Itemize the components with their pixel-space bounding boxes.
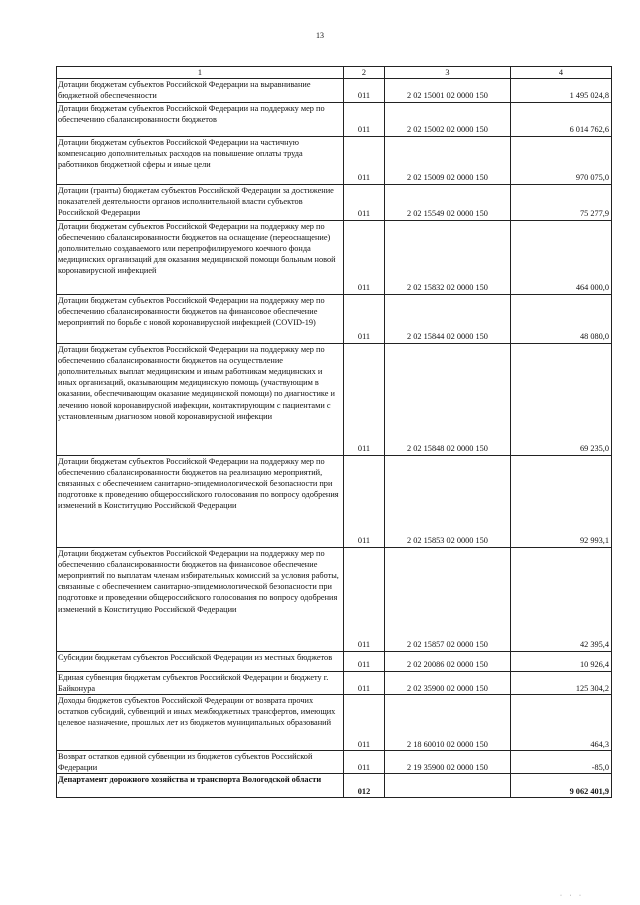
row-admin-code: 011: [344, 671, 385, 694]
row-description: Единая субвенция бюджетам субъектов Российской Федерации и бюджету г. Байконура: [57, 671, 344, 694]
row-budget-code: 2 02 15857 02 0000 150: [385, 547, 511, 651]
row-amount: 1 495 024,8: [511, 79, 612, 102]
row-budget-code: 2 02 15001 02 0000 150: [385, 79, 511, 102]
row-budget-code: 2 02 20086 02 0000 150: [385, 651, 511, 671]
row-admin-code: 011: [344, 343, 385, 455]
row-amount: 42 395,4: [511, 547, 612, 651]
table-row: [57, 695, 612, 751]
table-row: [57, 774, 612, 798]
table-row: [57, 671, 612, 694]
row-admin-code: 011: [344, 184, 385, 220]
row-description: Дотации бюджетам субъектов Российской Федерации на поддержку мер по обеспечению сбалансированности бюджетов на финансовое обеспечение мероприятий по борьбе с новой коронавирусной инфекцией (COVID-19): [57, 294, 344, 343]
row-budget-code: 2 02 35900 02 0000 150: [385, 671, 511, 694]
row-admin-code: 011: [344, 751, 385, 774]
row-admin-code: 011: [344, 651, 385, 671]
table-row: [57, 343, 612, 455]
table-row: [57, 651, 612, 671]
table-row: [57, 294, 612, 343]
table-row: [57, 220, 612, 294]
table-row: [57, 547, 612, 651]
table-row: [57, 102, 612, 136]
column-header: 4: [511, 67, 612, 79]
row-description: Дотации бюджетам субъектов Российской Федерации на поддержку мер по обеспечению сбалансированности бюджетов на реализацию мероприятий, связанных с обеспечением санитарно-эпидемиологической безопасности при подготовке к проведению общероссийского голосования по вопросу одобрения изменений в Конституцию Российской Федерации: [57, 455, 344, 547]
row-budget-code: 2 02 15832 02 0000 150: [385, 220, 511, 294]
row-budget-code: 2 02 15848 02 0000 150: [385, 343, 511, 455]
row-amount: 9 062 401,9: [511, 774, 612, 798]
row-description: Доходы бюджетов субъектов Российской Федерации от возврата прочих остатков субсидий, субвенций и иных межбюджетных трансфертов, имеющих целевое назначение, прошлых лет из бюджетов муниципальных образований: [57, 695, 344, 751]
row-budget-code: 2 02 15009 02 0000 150: [385, 136, 511, 184]
row-description: Дотации бюджетам субъектов Российской Федерации на поддержку мер по обеспечению сбалансированности бюджетов на оснащение (переоснащение) дополнительно создаваемого или перепрофилируемого коечного фонда медицинских организаций для оказания медицинской помощи больным новой коронавирусной инфекцией: [57, 220, 344, 294]
column-header: 2: [344, 67, 385, 79]
row-budget-code: 2 02 15002 02 0000 150: [385, 102, 511, 136]
scan-mark: · · ·: [560, 893, 584, 899]
row-budget-code: 2 02 15844 02 0000 150: [385, 294, 511, 343]
row-admin-code: 012: [344, 774, 385, 798]
row-amount: 970 075,0: [511, 136, 612, 184]
column-header: 1: [57, 67, 344, 79]
row-budget-code: 2 02 15549 02 0000 150: [385, 184, 511, 220]
row-amount: 6 014 762,6: [511, 102, 612, 136]
row-amount: 48 080,0: [511, 294, 612, 343]
column-header: 3: [385, 67, 511, 79]
row-amount: 464,3: [511, 695, 612, 751]
row-description: Дотации бюджетам субъектов Российской Федерации на поддержку мер по обеспечению сбалансированности бюджетов на финансовое обеспечение мероприятий по выплатам членам избирательных комиссий за условия работы, связанные с обеспечением санитарно-эпидемиологической безопасности при подготовке и проведении общероссийского голосования по вопросу одобрения изменений в Конституцию Российской Федерации: [57, 547, 344, 651]
row-description: Дотации (гранты) бюджетам субъектов Российской Федерации за достижение показателей деятельности органов исполнительной власти субъектов Российской Федерации: [57, 184, 344, 220]
row-description: Субсидии бюджетам субъектов Российской Федерации из местных бюджетов: [57, 651, 344, 671]
row-description: Дотации бюджетам субъектов Российской Федерации на выравнивание бюджетной обеспеченности: [57, 79, 344, 102]
row-amount: 92 993,1: [511, 455, 612, 547]
row-admin-code: 011: [344, 220, 385, 294]
row-admin-code: 011: [344, 79, 385, 102]
row-amount: 10 926,4: [511, 651, 612, 671]
row-amount: 464 000,0: [511, 220, 612, 294]
table-header-row: [57, 67, 612, 79]
row-amount: 69 235,0: [511, 343, 612, 455]
budget-table: [56, 66, 612, 798]
table-row: [57, 455, 612, 547]
row-description: Возврат остатков единой субвенции из бюджетов субъектов Российской Федерации: [57, 751, 344, 774]
row-admin-code: 011: [344, 294, 385, 343]
row-budget-code: 2 19 35900 02 0000 150: [385, 751, 511, 774]
row-budget-code: [385, 774, 511, 798]
row-description: Дотации бюджетам субъектов Российской Федерации на частичную компенсацию дополнительных расходов на повышение оплаты труда работников бюджетной сферы и иные цели: [57, 136, 344, 184]
page-number: 13: [316, 31, 324, 40]
row-description: Департамент дорожного хозяйства и транспорта Вологодской области: [57, 774, 344, 798]
row-admin-code: 011: [344, 695, 385, 751]
table-row: [57, 136, 612, 184]
row-amount: -85,0: [511, 751, 612, 774]
table-row: [57, 751, 612, 774]
table-row: [57, 184, 612, 220]
row-amount: 75 277,9: [511, 184, 612, 220]
row-amount: 125 304,2: [511, 671, 612, 694]
row-admin-code: 011: [344, 455, 385, 547]
row-description: Дотации бюджетам субъектов Российской Федерации на поддержку мер по обеспечению сбалансированности бюджетов на осуществление дополнительных выплат медицинским и иным работникам медицинских и иных организаций, оказывающим медицинскую помощь (участвующим в оказании, обеспечивающим оказание медицинской помощи) по диагностике и лечению новой коронавирусной инфекции, контактирующим с пациентами с установленным диагнозом новой коронавирусной инфекции: [57, 343, 344, 455]
table-row: [57, 79, 612, 102]
row-admin-code: 011: [344, 136, 385, 184]
row-admin-code: 011: [344, 547, 385, 651]
row-description: Дотации бюджетам субъектов Российской Федерации на поддержку мер по обеспечению сбалансированности бюджетов: [57, 102, 344, 136]
row-budget-code: 2 18 60010 02 0000 150: [385, 695, 511, 751]
row-budget-code: 2 02 15853 02 0000 150: [385, 455, 511, 547]
row-admin-code: 011: [344, 102, 385, 136]
